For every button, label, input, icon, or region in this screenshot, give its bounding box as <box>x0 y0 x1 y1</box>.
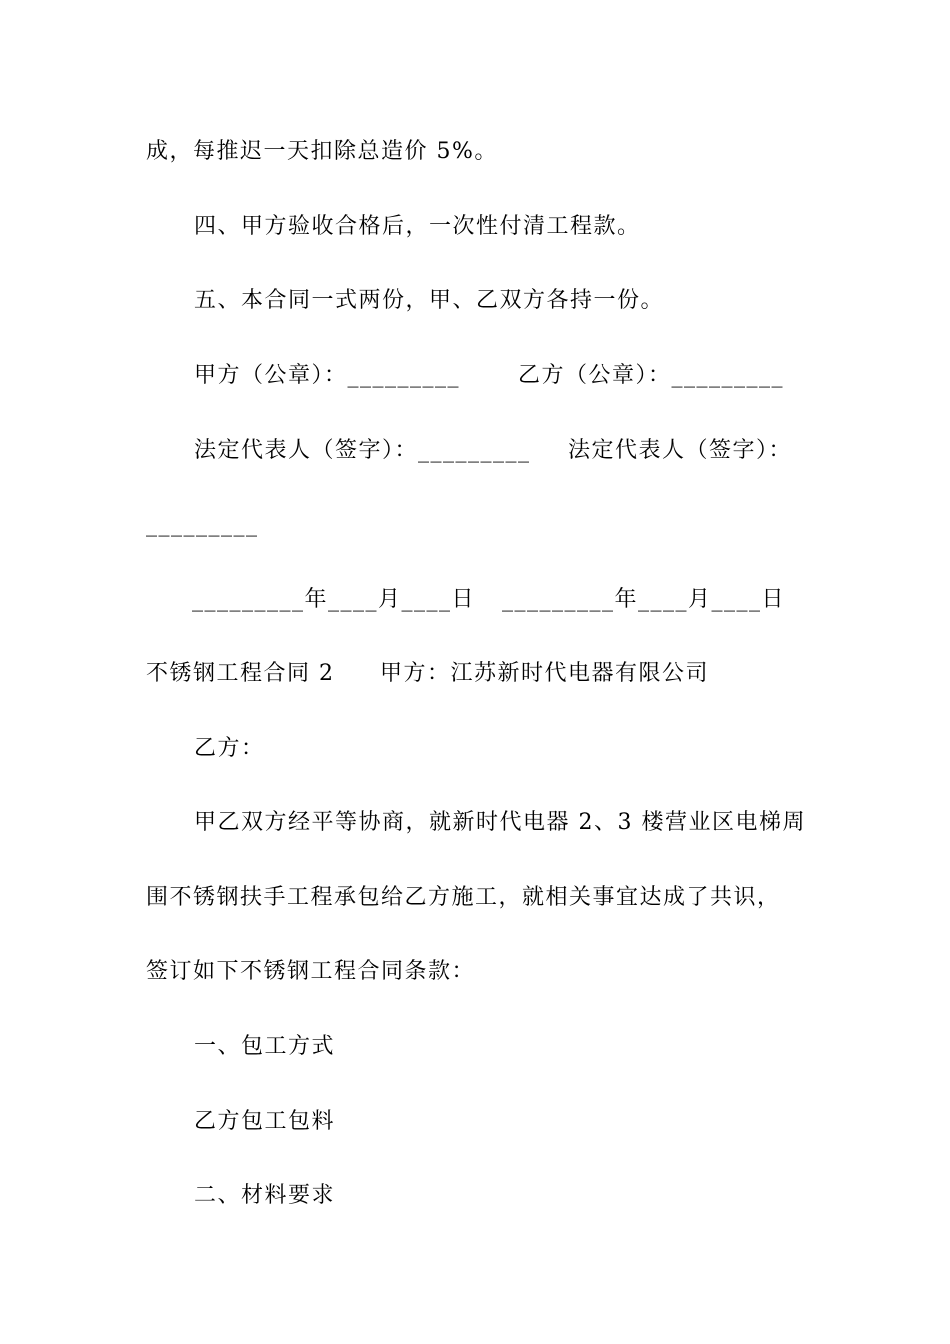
intro-line-3: 签订如下不锈钢工程合同条款： <box>146 959 476 984</box>
party-a-seal: 甲方（公章）：_________ <box>194 363 461 388</box>
party-b-seal: 乙方（公章）：_________ <box>518 363 785 388</box>
party-a-date: _________年____月____日 <box>192 587 476 612</box>
party-b-label: 乙方： <box>194 736 265 761</box>
party-a-name: 甲方：江苏新时代电器有限公司 <box>380 661 710 686</box>
intro-line-1: 甲乙双方经平等协商，就新时代电器 2、3 楼营业区电梯周 <box>194 810 806 835</box>
contract-title: 不锈钢工程合同 2 <box>146 661 335 686</box>
clause-five: 五、本合同一式两份，甲、乙双方各持一份。 <box>194 288 665 313</box>
party-a-representative: 法定代表人（签字）：_________ <box>194 438 531 463</box>
section-heading-2: 二、材料要求 <box>194 1183 336 1208</box>
party-b-representative-line: _________ <box>146 512 259 537</box>
party-b-representative: 法定代表人（签字）： <box>568 438 793 463</box>
section-heading-1: 一、包工方式 <box>194 1034 336 1059</box>
paragraph-line: 成，每推迟一天扣除总造价 5%。 <box>146 139 498 164</box>
clause-four: 四、甲方验收合格后，一次性付清工程款。 <box>194 214 641 239</box>
party-b-date: _________年____月____日 <box>502 587 786 612</box>
intro-line-2: 围不锈钢扶手工程承包给乙方施工，就相关事宜达成了共识， <box>146 885 781 910</box>
section-body-1: 乙方包工包料 <box>194 1109 336 1134</box>
